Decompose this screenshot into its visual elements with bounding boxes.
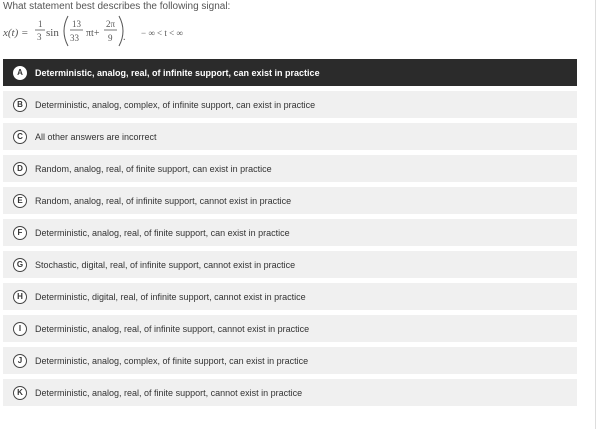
answer-option-g[interactable]: [3, 251, 577, 278]
option-label: Deterministic, digital, real, of infinite support, cannot exist in practice: [35, 291, 306, 302]
formula-lhs: x(t) =: [3, 27, 29, 39]
page-right-border: [595, 0, 596, 429]
option-letter-badge: A: [13, 66, 27, 80]
answer-option-a[interactable]: [3, 59, 577, 86]
formula-frac2-num: 2π: [106, 19, 116, 29]
formula-frac2-den: 9: [108, 33, 113, 43]
answer-option-d[interactable]: [3, 155, 577, 182]
formula-period: .: [123, 32, 126, 43]
option-letter-badge: K: [13, 386, 27, 400]
signal-formula: [2, 14, 242, 48]
option-label: All other answers are incorrect: [35, 131, 157, 142]
option-letter-badge: H: [13, 290, 27, 304]
formula-frac1-num: 13: [72, 19, 81, 29]
option-label: Deterministic, analog, real, of infinite support, can exist in practice: [35, 67, 320, 78]
answer-options: [3, 59, 577, 411]
answer-option-f[interactable]: [3, 219, 577, 246]
answer-option-k[interactable]: [3, 379, 577, 406]
answer-option-h[interactable]: [3, 283, 577, 310]
formula-frac1-den: 33: [70, 33, 79, 43]
answer-option-c[interactable]: [3, 123, 577, 150]
answer-option-j[interactable]: [3, 347, 577, 374]
option-letter-badge: F: [13, 226, 27, 240]
option-letter-badge: E: [13, 194, 27, 208]
formula-coef-den: 3: [37, 32, 42, 42]
option-label: Deterministic, analog, complex, of infinite support, can exist in practice: [35, 99, 316, 110]
question-text: What statement best describes the following signal:: [3, 1, 231, 12]
option-letter-badge: J: [13, 354, 27, 368]
formula-pi-term: πt+: [86, 28, 100, 39]
option-label: Deterministic, analog, complex, of finite support, can exist in practice: [35, 355, 309, 366]
option-label: Random, analog, real, of finite support, can exist in practice: [35, 163, 272, 174]
option-label: Deterministic, analog, real, of finite support, can exist in practice: [35, 227, 290, 238]
formula-left-paren: [64, 16, 68, 46]
answer-option-e[interactable]: [3, 187, 577, 214]
option-label: Deterministic, analog, real, of infinite support, cannot exist in practice: [35, 323, 310, 334]
option-label: Deterministic, analog, real, of finite support, cannot exist in practice: [35, 387, 303, 398]
answer-option-i[interactable]: [3, 315, 577, 342]
formula-domain: − ∞ < t < ∞: [141, 28, 183, 38]
formula-func: sin: [46, 27, 59, 39]
option-label: Random, analog, real, of infinite support, cannot exist in practice: [35, 195, 292, 206]
option-letter-badge: D: [13, 162, 27, 176]
formula-coef-num: 1: [38, 19, 43, 29]
answer-option-b[interactable]: [3, 91, 577, 118]
option-letter-badge: C: [13, 130, 27, 144]
option-letter-badge: G: [13, 258, 27, 272]
option-letter-badge: B: [13, 98, 27, 112]
option-label: Stochastic, digital, real, of infinite support, cannot exist in practice: [35, 259, 296, 270]
option-letter-badge: I: [13, 322, 27, 336]
